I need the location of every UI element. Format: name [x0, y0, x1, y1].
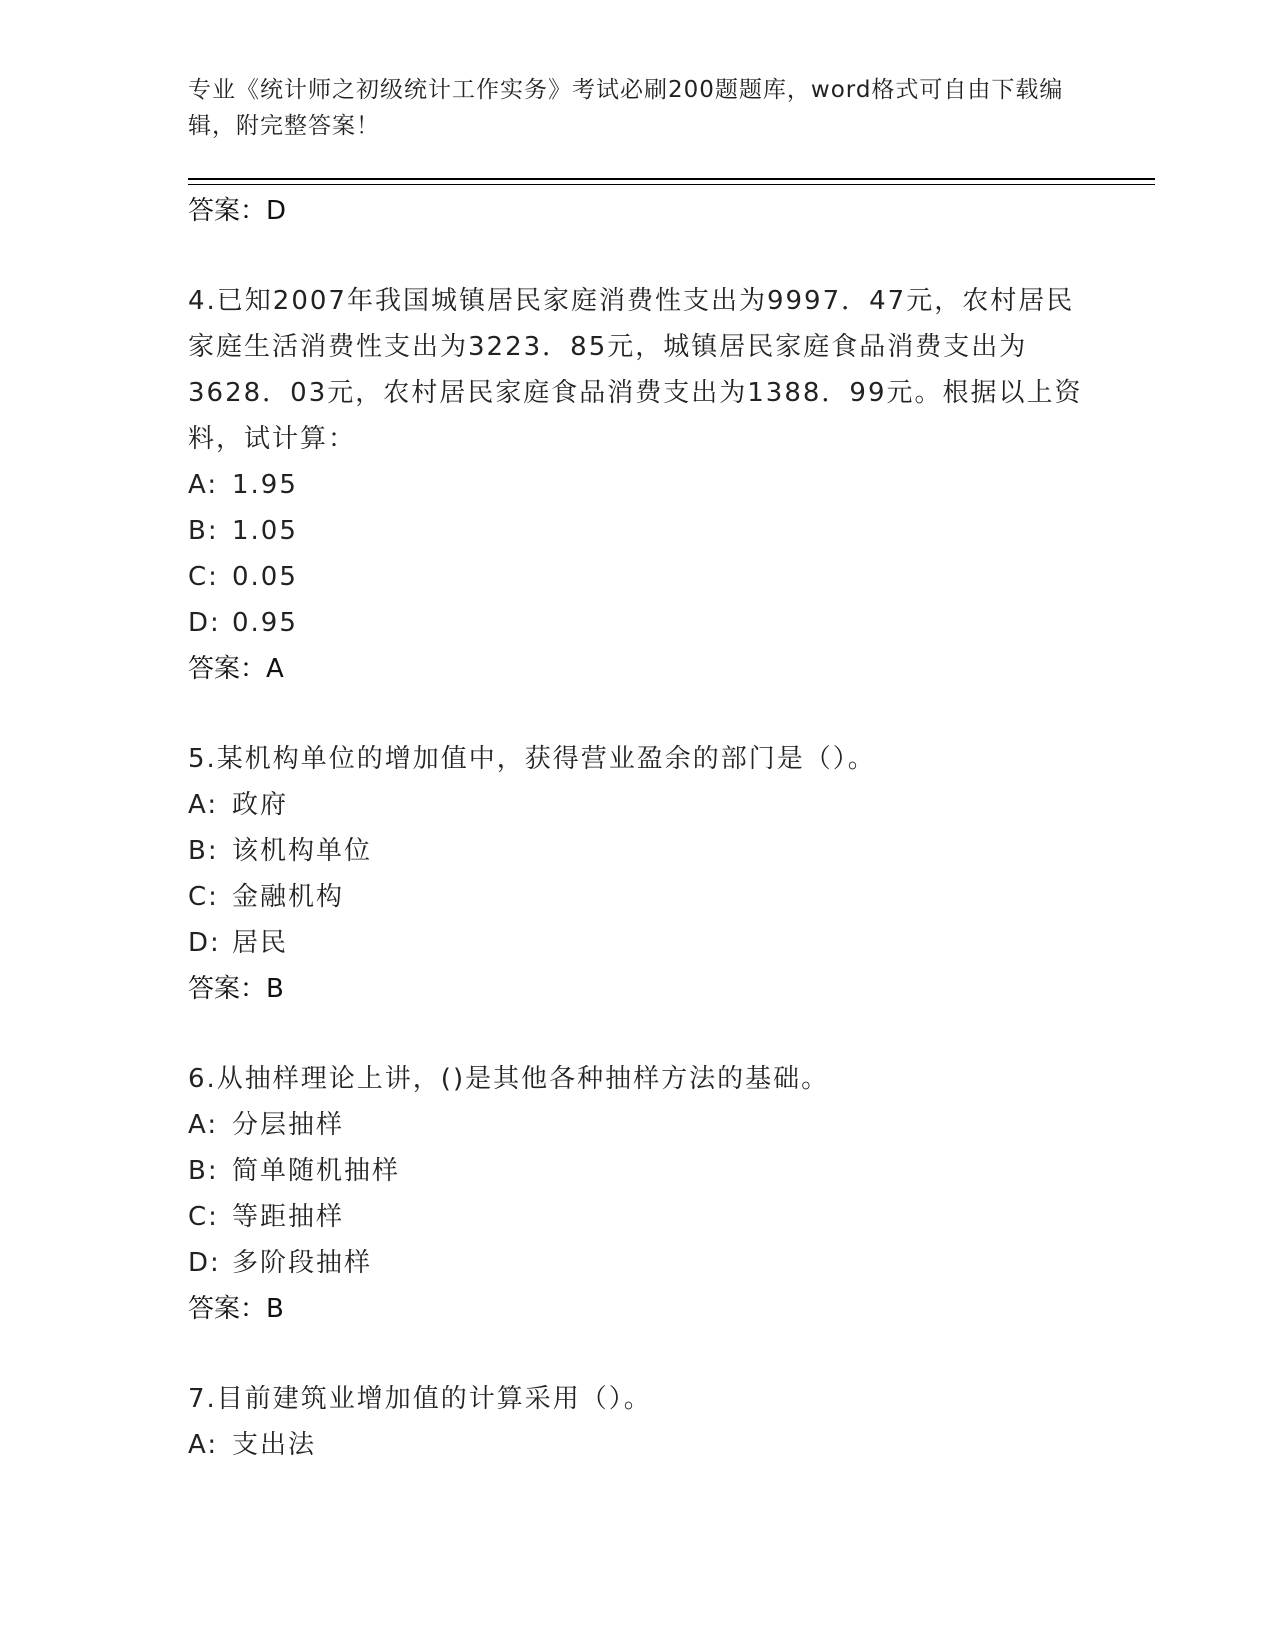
question-item — [188, 1056, 1088, 1332]
option-b — [188, 1148, 1088, 1194]
option-a — [188, 462, 1088, 508]
option-letter: A: — [188, 1430, 219, 1460]
option-letter: D: — [188, 1248, 221, 1278]
option-text: 0.95 — [232, 608, 298, 638]
option-text: 分层抽样 — [232, 1110, 345, 1140]
document-header: 专业《统计师之初级统计工作实务》考试必刷200题题库，word格式可自由下载编辑，附完整答案！ — [188, 77, 1064, 139]
option-letter: A: — [188, 790, 219, 820]
document-content — [188, 188, 1088, 1468]
option-text: 0.05 — [232, 562, 298, 592]
option-a — [188, 1422, 1088, 1468]
question-item — [188, 736, 1088, 1012]
option-text: 简单随机抽样 — [232, 1156, 401, 1186]
option-letter: C: — [188, 882, 219, 912]
answer-label: 答案：B — [188, 1294, 284, 1324]
question-stem: 4.已知2007年我国城镇居民家庭消费性支出为9997．47元，农村居民家庭生活消费性支出为3223．85元，城镇居民家庭食品消费支出为3628．03元，农村居民家庭食品消费支出为1388．99元。根据以上资料，试计算： — [188, 286, 1083, 454]
option-d — [188, 600, 1088, 646]
option-b — [188, 828, 1088, 874]
question-item — [188, 278, 1088, 692]
answer-label: 答案：A — [188, 654, 284, 684]
option-c — [188, 874, 1088, 920]
header-divider-thick — [188, 178, 1155, 180]
option-letter: B: — [188, 836, 219, 866]
option-text: 多阶段抽样 — [232, 1248, 373, 1278]
header-divider-thin — [188, 184, 1155, 185]
spacer — [188, 1332, 1088, 1376]
option-b — [188, 508, 1088, 554]
option-a — [188, 782, 1088, 828]
option-letter: A: — [188, 470, 219, 500]
option-text: 金融机构 — [232, 882, 345, 912]
option-letter: C: — [188, 562, 219, 592]
option-letter: B: — [188, 516, 219, 546]
question-stem: 7.目前建筑业增加值的计算采用（）。 — [188, 1384, 652, 1414]
option-c — [188, 1194, 1088, 1240]
option-text: 1.95 — [232, 470, 298, 500]
option-letter: D: — [188, 928, 221, 958]
option-letter: B: — [188, 1156, 219, 1186]
option-text: 等距抽样 — [232, 1202, 345, 1232]
option-a — [188, 1102, 1088, 1148]
option-letter: C: — [188, 1202, 219, 1232]
question-item — [188, 1376, 1088, 1468]
option-d — [188, 1240, 1088, 1286]
spacer — [188, 692, 1088, 736]
option-text: 居民 — [232, 928, 289, 958]
option-text: 政府 — [232, 790, 289, 820]
option-text: 1.05 — [232, 516, 298, 546]
option-d — [188, 920, 1088, 966]
option-letter: D: — [188, 608, 221, 638]
question-stem: 6.从抽样理论上讲，()是其他各种抽样方法的基础。 — [188, 1064, 830, 1094]
option-c — [188, 554, 1088, 600]
option-letter: A: — [188, 1110, 219, 1140]
answer-label: 答案：D — [188, 196, 287, 226]
spacer — [188, 234, 1088, 278]
question-stem: 5.某机构单位的增加值中，获得营业盈余的部门是（）。 — [188, 744, 876, 774]
option-text: 支出法 — [232, 1430, 317, 1460]
spacer — [188, 1012, 1088, 1056]
answer-label: 答案：B — [188, 974, 284, 1004]
option-text: 该机构单位 — [232, 836, 373, 866]
